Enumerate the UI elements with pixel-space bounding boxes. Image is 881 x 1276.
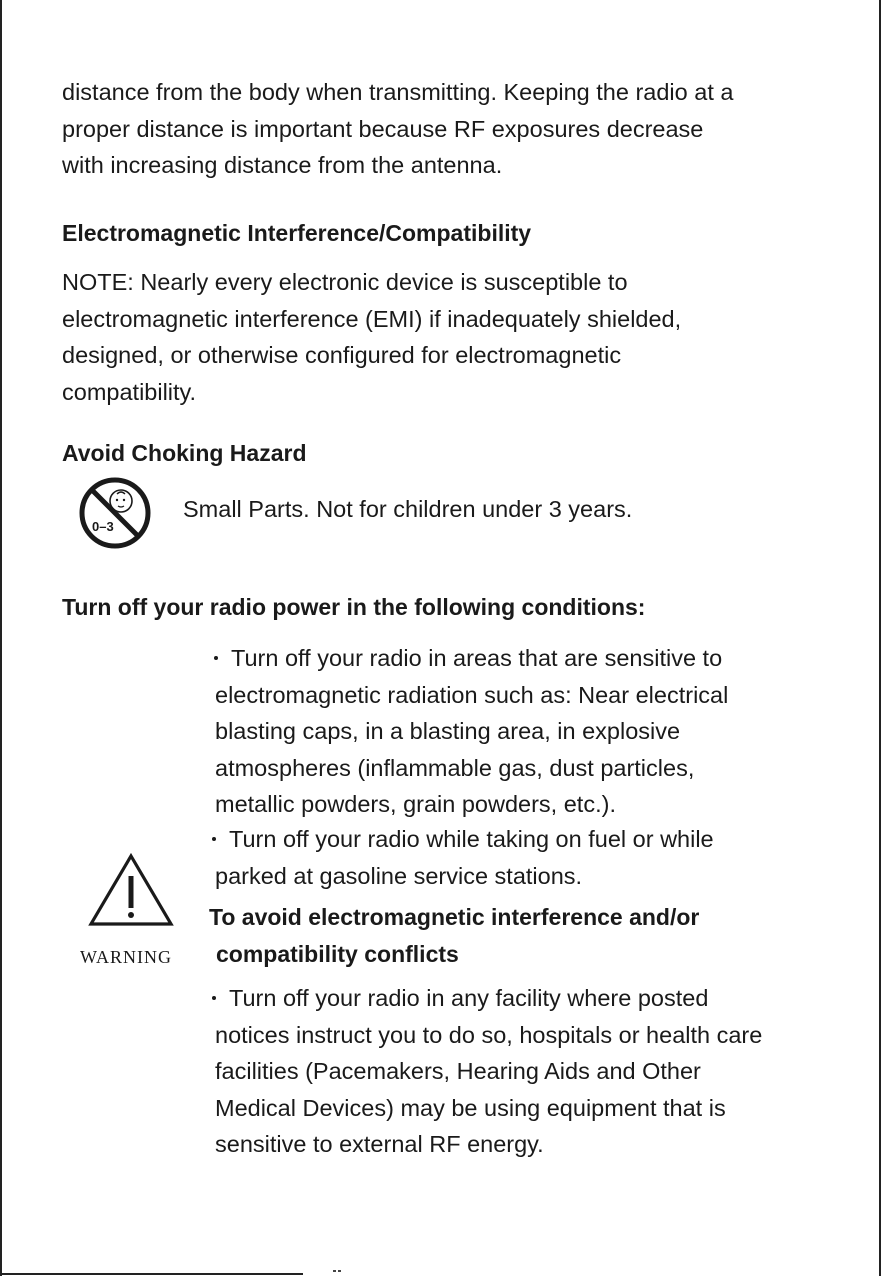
bullet-dot — [214, 656, 218, 660]
text-line: notices instruct you to do so, hospitals or health care — [215, 1021, 763, 1048]
warning-label: WARNING — [80, 947, 172, 967]
bullet-list-3 — [213, 980, 762, 1163]
no-small-parts-icon — [78, 476, 152, 550]
text-line: compatibility. — [62, 378, 197, 405]
warning-triangle-icon — [88, 852, 174, 928]
text-line: proper distance is important because RF exposures decrease — [62, 115, 704, 142]
text-line: NOTE: Nearly every electronic device is susceptible to — [62, 269, 628, 295]
text-line: Turn off your radio in areas that are sensitive to — [231, 645, 723, 671]
emi-avoid-subheading-line1: To avoid electromagnetic interference and/or — [209, 904, 700, 930]
text-line: sensitive to external RF energy. — [215, 1131, 544, 1157]
age-range-label: 0–3 — [92, 519, 114, 534]
text-line: parked at gasoline service stations. — [215, 862, 583, 889]
text-line: Medical Devices) may be using equipment that is — [215, 1094, 726, 1121]
text-line: atmospheres (inflammable gas, dust particles, — [215, 754, 695, 781]
emi-avoid-subheading-line2: compatibility conflicts — [216, 941, 459, 967]
turn-off-heading: Turn off your radio power in the following conditions: — [62, 594, 646, 620]
list-item — [215, 640, 728, 677]
text-line: distance from the body when transmitting. Keeping the radio at a — [62, 79, 734, 105]
page-number-fragment — [333, 1270, 347, 1273]
text-line: with increasing distance from the antenna. — [62, 152, 503, 178]
text-line: blasting caps, in a blasting area, in explosive — [215, 718, 681, 744]
page-border-left — [0, 0, 2, 1276]
bullet-list-2 — [213, 821, 714, 894]
bullet-dot — [212, 996, 216, 1000]
text-line: metallic powders, grain powders, etc.). — [215, 791, 616, 817]
choking-warning-text: Small Parts. Not for children under 3 years. — [183, 496, 633, 522]
page-border-bottom — [0, 1273, 303, 1275]
text-line: facilities (Pacemakers, Hearing Aids and Other — [215, 1058, 701, 1084]
text-line: electromagnetic interference (EMI) if inadequately shielded, — [62, 305, 682, 332]
text-line: electromagnetic radiation such as: Near electrical — [215, 681, 729, 708]
choking-heading: Avoid Choking Hazard — [62, 440, 307, 466]
text-line: designed, or otherwise configured for electromagnetic — [62, 342, 622, 368]
intro-paragraph — [62, 74, 733, 184]
list-item — [213, 980, 762, 1017]
text-line: Turn off your radio while taking on fuel or while — [229, 826, 714, 852]
text-line: Turn off your radio in any facility where posted — [229, 985, 709, 1011]
emi-heading: Electromagnetic Interference/Compatibility — [62, 220, 532, 246]
bullet-dot — [212, 837, 216, 841]
list-item — [213, 821, 714, 858]
emi-note-paragraph — [62, 264, 681, 410]
bullet-list-1 — [215, 640, 728, 823]
